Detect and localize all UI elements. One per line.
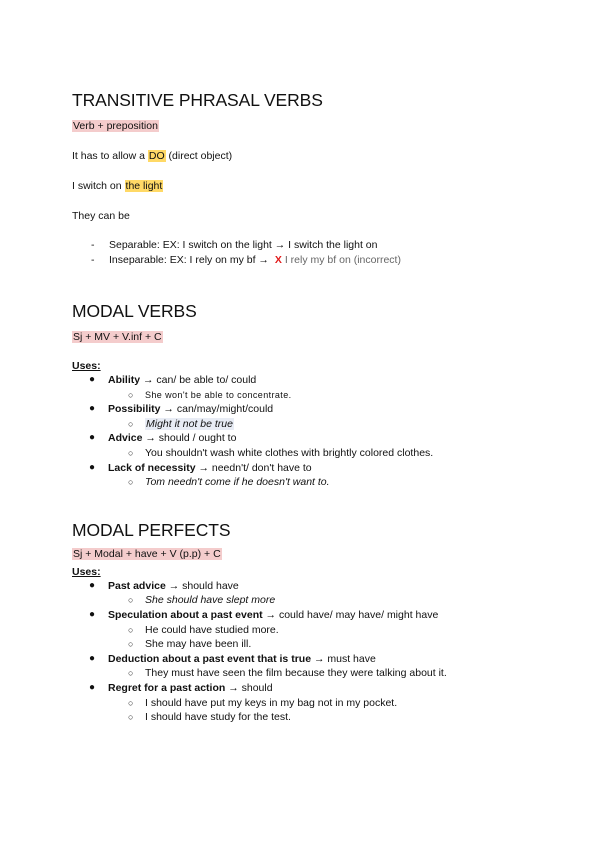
line1-post: (direct object) [165,150,233,162]
list-item-lack-of-necessity: ● Lack of necessity → needn't/ don't have to [89,461,312,474]
item-rest: → must have [311,652,376,665]
item-bold: Ability [108,374,141,386]
example-past-advice: ○ She should have slept more [128,594,276,607]
example-lack-of-necessity: ○ Tom needn't come if he doesn't want to. [128,476,330,489]
item-rest: → could have/ may have/ might have [262,608,439,621]
list-item-ability: ● Ability → can/ be able to/ could [89,374,257,386]
modal-verbs-uses-label: Uses: [72,360,101,372]
modal-perfects-formula: Sj + Modal + have + V (p.p) + C [73,547,221,560]
item-rest: → needn't/ don't have to [195,461,312,474]
item-bold: Possibility [108,403,161,416]
example-text: I should have put my keys in my bag not in my pocket. [145,696,398,709]
item-rest: → can/may/might/could [160,403,274,416]
modal-perfects-list [72,579,542,725]
item-bold: Regret for a past action [108,681,226,694]
list-item-regret: ● Regret for a past action → should [89,681,273,694]
item-bold: Advice [108,432,143,445]
list-item-separable: - Separable: EX: I switch on the light → I switch the light on [72,238,542,253]
heading-modal-verbs: MODAL VERBS [72,301,197,321]
example-text: They must have seen the film because they were talking about it. [145,667,447,680]
example-text: Might it not be true [146,417,233,430]
modal-perfects-formula-line [72,547,542,561]
incorrect-x-mark: X [274,253,282,266]
example-text: She won't be able to concentrate. [145,389,292,400]
example-speculation-1: ○ He could have studied more. [128,623,279,636]
item-bold: Lack of necessity [108,461,196,474]
example-text: I should have study for the test. [145,711,291,724]
item-bold: Deduction about a past event that is true [108,652,312,665]
transitive-formula: Verb + preposition [73,120,158,132]
item-rest: → should / ought to [142,432,237,445]
modal-verbs-list [72,373,542,490]
example-text: She may have been ill. [145,638,252,651]
example-regret-2: ○ I should have study for the test. [128,711,291,724]
example-text: She should have slept more [145,594,276,607]
line1-pre: It has to allow a [72,150,148,162]
list-item-past-advice: ● Past advice → should have [89,579,239,592]
highlight-do: DO [148,150,165,162]
modal-verbs-formula: Sj + MV + V.inf + C [73,331,162,343]
example-regret-1: ○ I should have put my keys in my bag not in my pocket. [128,696,398,709]
list-item-possibility: ● Possibility → can/may/might/could [89,403,274,416]
list-item-speculation: ● Speculation about a past event → could have/ may have/ might have [89,608,439,621]
transitive-line-1 [72,149,542,163]
list-item-advice: ● Advice → should / ought to [89,432,237,445]
modal-verbs-uses-line [72,359,542,373]
list-item-deduction: ● Deduction about a past event that is true → must have [89,652,376,665]
highlight-the-light: the light [125,180,163,192]
modal-perfects-uses-label: Uses: [72,565,101,578]
example-speculation-2: ○ She may have been ill. [128,638,252,651]
document-page [72,90,542,725]
transitive-list [72,238,542,267]
item-rest: → should [225,681,273,694]
example-advice: ○ You shouldn't wash white clothes with brightly colored clothes. [128,446,434,459]
list-item-inseparable [72,253,542,268]
transitive-line-2 [72,179,542,193]
example-deduction: ○ They must have seen the film because they were talking about it. [128,667,447,680]
example-possibility: ○ Might it not be true [128,417,233,430]
line2-pre: I switch on [72,180,125,192]
transitive-formula-line [72,119,542,133]
item-rest: → should have [165,579,239,592]
example-text: You shouldn't wash white clothes with brightly colored clothes. [145,446,434,459]
heading-transitive: TRANSITIVE PHRASAL VERBS [72,90,323,110]
item-bold: Past advice [108,579,166,592]
heading-modal-perfects: MODAL PERFECTS [72,519,231,540]
inseparable-pre: Inseparable: EX: I rely on my bf → [109,253,272,266]
item-bold: Speculation about a past event [108,608,263,621]
example-text: Tom needn't come if he doesn't want to. [145,476,330,489]
transitive-line-3: They can be [72,210,130,222]
item-rest: → can/ be able to/ could [140,374,257,386]
example-ability: ○ She won't be able to concentrate. [128,389,292,400]
inseparable-incorrect: I rely my bf on (incorrect) [284,253,401,266]
example-text: He could have studied more. [145,623,279,636]
modal-verbs-formula-line [72,330,542,344]
modal-perfects-uses-line [72,565,542,579]
